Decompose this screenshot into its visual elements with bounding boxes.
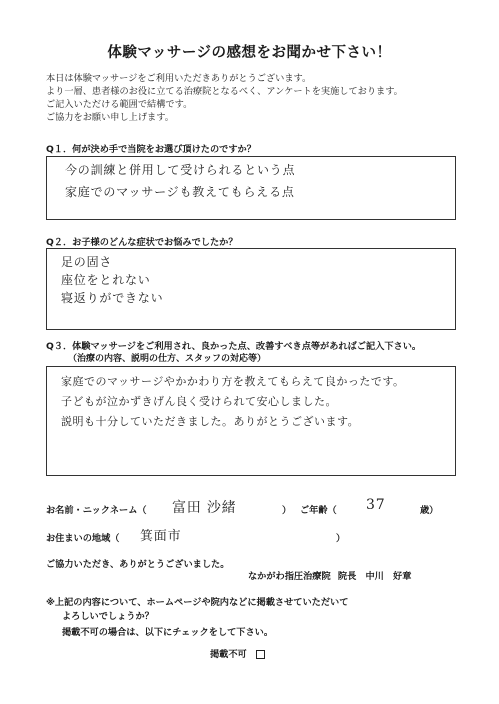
handwritten-answer: 足の固さ (61, 255, 113, 269)
notice-line: 掲載不可の場合は、以下にチェックをして下さい。 (62, 627, 274, 638)
notice-line: よろしいでしょうか？ (62, 611, 154, 622)
clinic-name: なかがわ指圧治療院 (248, 571, 331, 582)
area-label: お住まいの地域（ (46, 533, 120, 544)
no-publish-label: 掲載不可 (210, 649, 247, 660)
intro-text (46, 72, 466, 124)
handwritten-answer: 座位をとれない (61, 273, 151, 287)
handwritten-answer: 今の訓練と併用して受けられるという点 (65, 163, 296, 177)
intro-line: より一層、患者様のお役に立てる治療院となるべく、アンケートを実施しております。 (46, 86, 403, 97)
handwritten-answer: 家庭でのマッサージやかかわり方を教えてもらえて良かったです。 (61, 375, 405, 388)
intro-line: ご協力をお願い申し上げます。 (46, 112, 174, 123)
page-title: 体験マッサージの感想をお聞かせ下さい！ (107, 45, 392, 61)
notice-line: ※上記の内容について、ホームページや院内などに掲載させていただいて (46, 597, 349, 608)
name-label: お名前・ニックネーム（ (46, 505, 147, 516)
clinic-director: 中川 好章 (365, 571, 412, 582)
intro-line: ご記入いただける範囲で結構です。 (46, 99, 193, 110)
question-1-answer-box[interactable] (46, 156, 456, 220)
thanks-text: ご協力いただき、ありがとうございました。 (46, 559, 230, 570)
handwritten-answer: 家庭でのマッサージも教えてもらえる点 (65, 185, 295, 199)
handwritten-answer: 寝返りができない (61, 291, 164, 305)
question-3-answer-box[interactable] (46, 366, 456, 476)
question-3-subtext: （治療の内容、説明の仕方、スタッフの対応等） (68, 354, 267, 364)
area-value[interactable]: 箕面市 (140, 529, 182, 544)
handwritten-answer: 説明も十分していただきました。ありがとうございます。 (61, 415, 360, 428)
question-3-label: Q３．体験マッサージをご利用され、良かった点、改善すべき点等があればご記入下さい。 (46, 341, 422, 352)
no-publish-checkbox[interactable] (256, 650, 265, 659)
question-2-label: Q２．お子様のどんな症状でお悩みでしたか？ (46, 237, 238, 248)
no-publish-option[interactable] (210, 646, 265, 660)
intro-line: 本日は体験マッサージをご利用いただきありがとうございます。 (46, 73, 312, 84)
clinic-signature (248, 568, 411, 582)
handwritten-answer: 子どもが泣かずきげん良く受けられて安心しました。 (61, 395, 337, 408)
question-2-answer-box[interactable] (46, 248, 456, 330)
name-value[interactable]: 富田 沙緒 (172, 500, 237, 516)
age-label: ご年齢（ (300, 505, 337, 516)
question-1-label: Q１．何が決め手で当院をお選び頂けたのですか？ (46, 144, 256, 155)
age-value[interactable]: 37 (366, 497, 386, 513)
area-close-paren: ） (336, 533, 346, 544)
name-close-paren: ） (282, 505, 292, 516)
clinic-role: 院長 (337, 571, 357, 582)
age-unit: 歳） (420, 505, 439, 516)
